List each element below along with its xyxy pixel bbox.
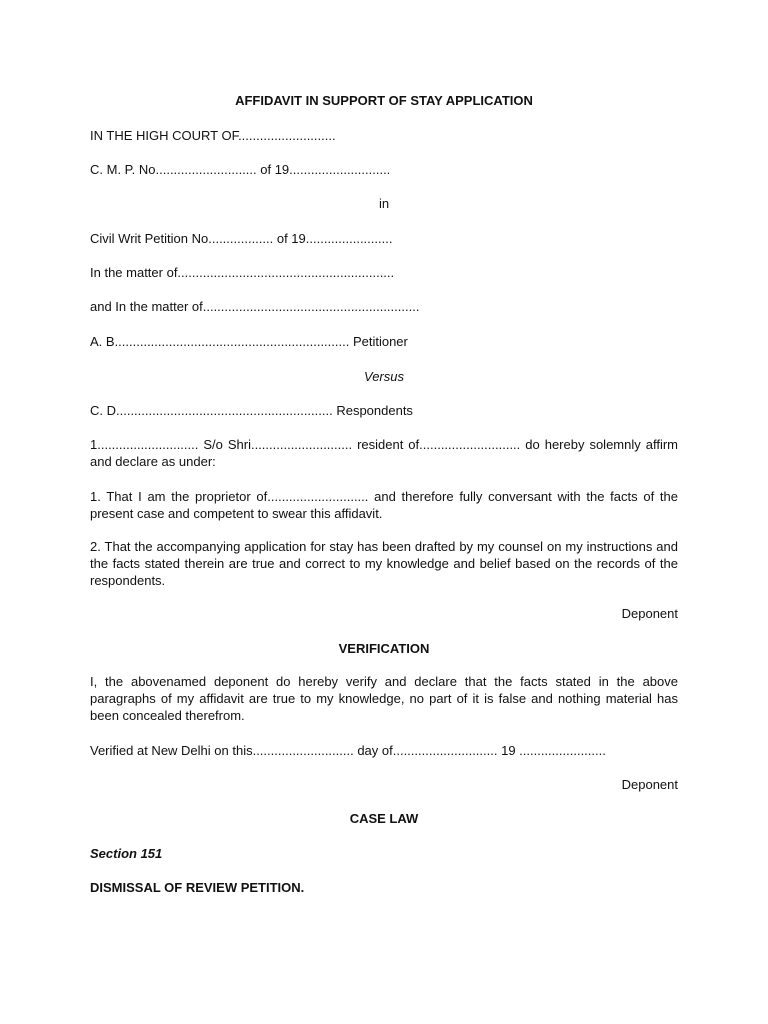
verified-line: Verified at New Delhi on this............................ day of............................. 19 ........................: [90, 743, 606, 758]
paragraph-2: 2. That the accompanying application for stay has been drafted by my counsel on my instructions and the facts stated therein are true and correct to my knowledge and belief based on the records of the respondents.: [90, 539, 678, 588]
matter-line: In the matter of............................................................: [90, 265, 395, 280]
cmp-line: C. M. P. No............................ of 19............................: [90, 162, 391, 177]
section-label: Section 151: [90, 846, 163, 861]
respondents-line: C. D............................................................ Respondents: [90, 403, 413, 418]
paragraph-1: 1. That I am the proprietor of............................ and therefore fully conversant with the facts of the present case and competent to swear this affidavit.: [90, 489, 678, 521]
verification-paragraph: I, the abovenamed deponent do hereby verify and declare that the facts stated in the above paragraphs of my affidavit are true to my knowledge, no part of it is false and nothing material has been concealed therefrom.: [90, 674, 678, 723]
deponent-signature-1: Deponent: [621, 606, 678, 621]
dismissal-heading: DISMISSAL OF REVIEW PETITION.: [90, 880, 305, 895]
petitioner-line: A. B................................................................. Petitioner: [90, 334, 408, 349]
case-law-heading: CASE LAW: [349, 811, 419, 826]
and-matter-line: and In the matter of............................................................: [90, 299, 420, 314]
versus-label: Versus: [364, 369, 404, 384]
writ-petition-line: Civil Writ Petition No.................. of 19........................: [90, 231, 393, 246]
court-line: IN THE HIGH COURT OF...........................: [90, 128, 336, 143]
in-word: in: [378, 196, 390, 211]
verification-heading: VERIFICATION: [338, 641, 430, 656]
document-title: AFFIDAVIT IN SUPPORT OF STAY APPLICATION: [235, 93, 533, 108]
intro-paragraph: 1............................ S/o Shri............................ resident of............................ do hereby solemnly affirm and declare as under:: [90, 437, 678, 469]
deponent-signature-2: Deponent: [621, 777, 678, 792]
